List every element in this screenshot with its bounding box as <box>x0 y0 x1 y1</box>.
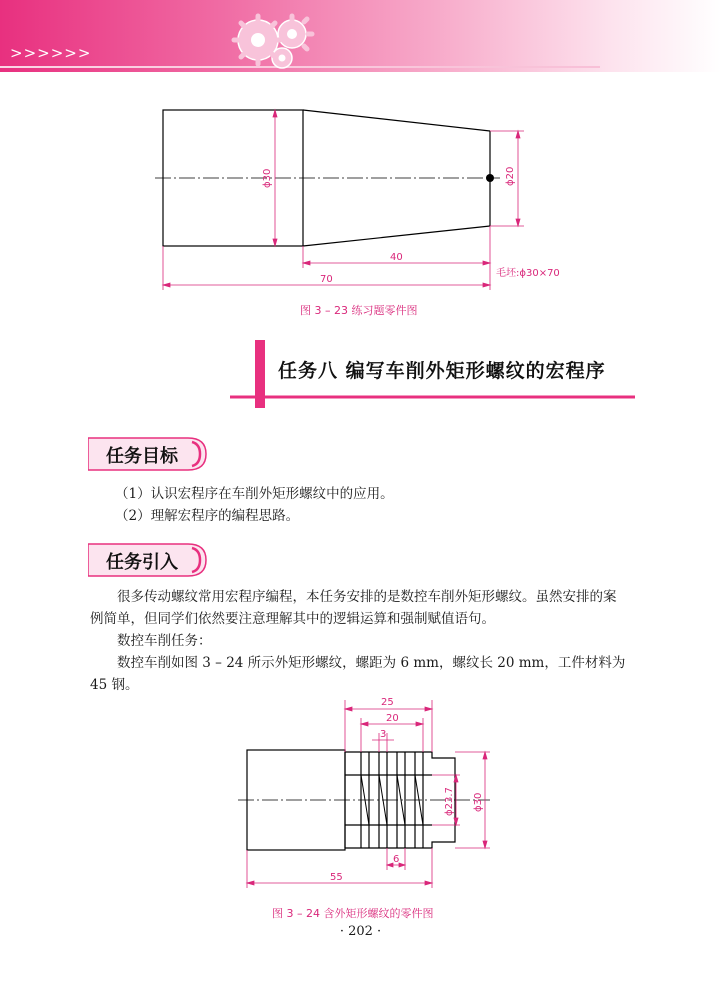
task-title-block <box>230 340 635 410</box>
dim-40: 40 <box>390 252 403 263</box>
dim-3: 3 <box>380 729 387 740</box>
dim-6: 6 <box>393 854 400 865</box>
task-title: 任务八 编写车削外矩形螺纹的宏程序 <box>278 360 606 382</box>
section-tab-goals <box>88 436 206 472</box>
intro-paragraph-line: 例简单，但同学们依然要注意理解其中的逻辑运算和强制赋值语句。 <box>90 611 495 627</box>
intro-heading: 任务引入 <box>106 552 178 573</box>
gears-icon <box>222 10 322 72</box>
intro-paragraph-line: 45 钢。 <box>90 677 139 693</box>
goal-item: （2）理解宏程序的编程思路。 <box>115 508 300 524</box>
dim-d23-7: ϕ23.7 <box>444 787 455 816</box>
dim-d30: ϕ30 <box>473 792 484 812</box>
dim-25: 25 <box>381 697 394 708</box>
dim-d30: ϕ30 <box>262 168 273 188</box>
page-header-band <box>0 0 721 72</box>
figure-3-23-caption: 图 3 – 23 练习题零件图 <box>300 304 418 317</box>
page-number: · 202 · <box>339 924 382 939</box>
figure-3-24-drawing <box>230 690 510 902</box>
figure-3-23-drawing <box>140 90 580 295</box>
chevrons-icon: >>>>>> <box>10 44 92 62</box>
goal-item: （1）认识宏程序在车削外矩形螺纹中的应用。 <box>115 486 394 502</box>
figure-3-24-caption: 图 3 – 24 含外矩形螺纹的零件图 <box>272 907 434 920</box>
dim-70: 70 <box>320 274 333 285</box>
section-tab-intro <box>88 542 206 578</box>
goals-heading: 任务目标 <box>106 446 178 467</box>
intro-paragraph-line: 很多传动螺纹常用宏程序编程，本任务安排的是数控车削外矩形螺纹。虽然安排的案 <box>117 589 617 605</box>
dim-55: 55 <box>330 872 343 883</box>
dim-20: 20 <box>386 713 399 724</box>
dim-d20: ϕ20 <box>505 166 516 186</box>
stock-note: 毛坯:ϕ30×70 <box>496 268 560 279</box>
intro-paragraph-line: 数控车削如图 3 – 24 所示外矩形螺纹，螺距为 6 mm，螺纹长 20 mm，工件材料为 <box>117 655 626 671</box>
intro-paragraph-line: 数控车削任务： <box>117 633 212 649</box>
